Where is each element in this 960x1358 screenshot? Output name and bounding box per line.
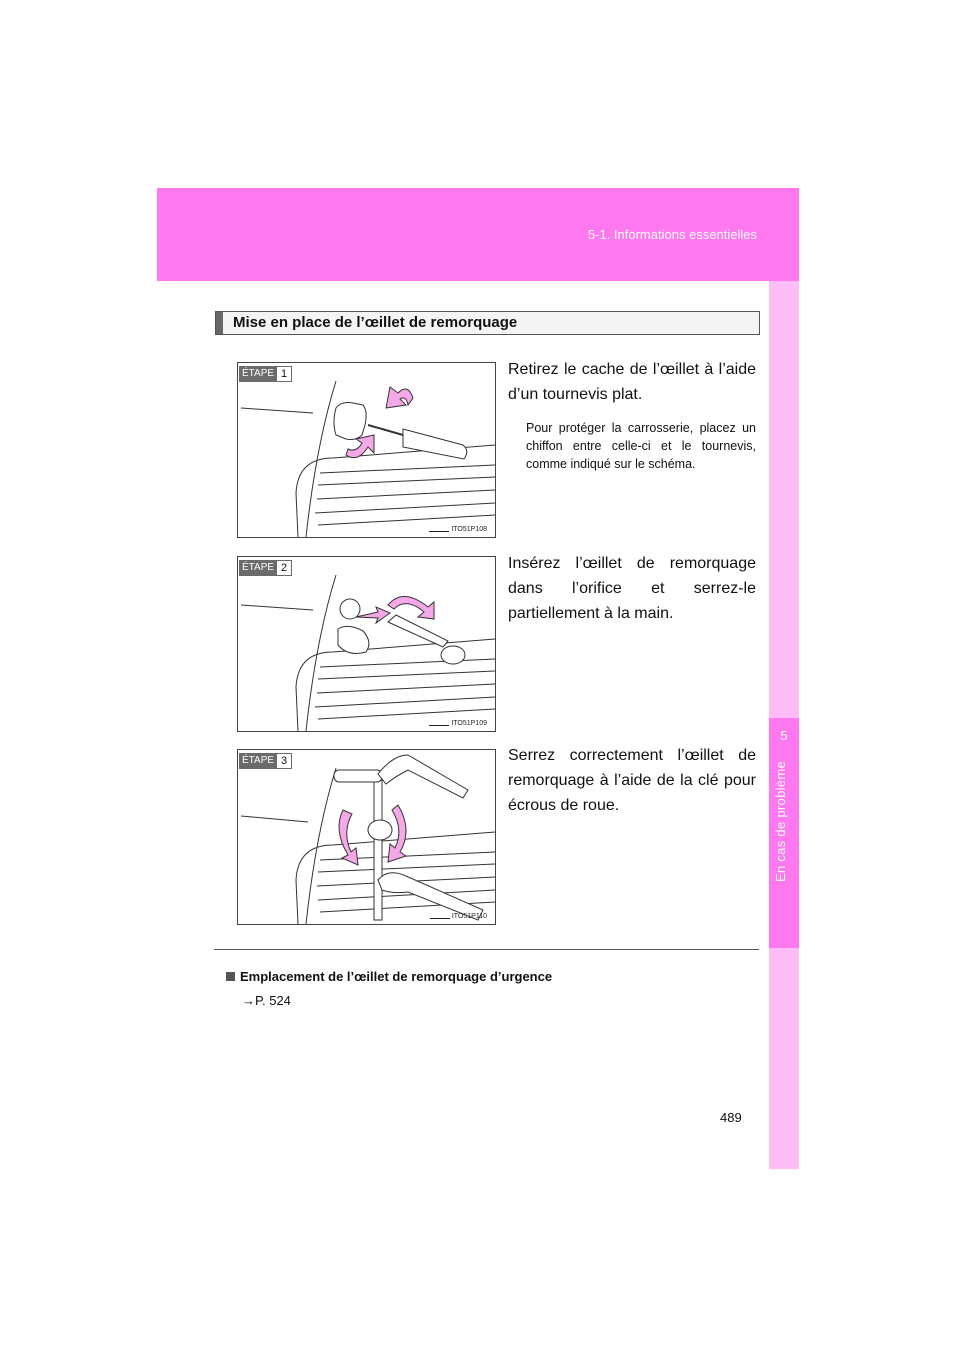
step-3-badge [239,753,292,769]
step-label: ÉTAPE [239,366,277,382]
chapter-tab[interactable] [769,718,799,948]
screwdriver-illustration [238,363,495,537]
step-2-text: Insérez l’œillet de remorquage dans l’orifice et serrez-le partiellement à la main. [508,555,756,622]
square-bullet-icon [226,972,235,981]
chapter-label: En cas de problème [773,761,788,883]
figure-code: ITO51P110 [451,913,487,920]
figure-code: ITO51P109 [451,720,487,727]
tow-eye-illustration [238,557,495,731]
step-3-text: Serrez correctement l’œillet de remorquage à l’aide de la clé pour écrous de roue. [508,747,756,814]
step-1-note: Pour protéger la carrosserie, placez un chiffon entre celle-ci et le tournevis, comme indiqué sur le schéma. [526,421,756,471]
step-3-figure [237,749,496,925]
figure-code: ITO51P108 [451,526,487,533]
page-reference-link[interactable]: →P. 524 [242,993,291,1008]
section-header: 5-1. Informations essentielles [587,227,757,242]
step-label: ÉTAPE [239,560,277,576]
step-2-badge [239,560,292,576]
step-1-text: Retirez le cache de l’œillet à l’aide d’un tournevis plat. [508,361,756,403]
header-band [157,188,799,281]
section-title-bar [216,312,223,334]
section-title-box [215,311,760,335]
step-number: 2 [277,560,292,576]
step-label: ÉTAPE [239,753,277,769]
page-number: 489 [720,1110,742,1125]
info-title-text: Emplacement de l’œillet de remorquage d’urgence [240,969,553,984]
wrench-illustration [238,750,495,924]
step-number: 1 [277,366,292,382]
step-1-badge [239,366,292,382]
step-1-figure [237,362,496,538]
step-number: 3 [277,753,292,769]
chapter-number: 5 [780,728,788,743]
divider [214,949,759,950]
section-title: Mise en place de l’œillet de remorquage [233,314,518,331]
info-title [226,969,552,984]
step-2-figure [237,556,496,732]
